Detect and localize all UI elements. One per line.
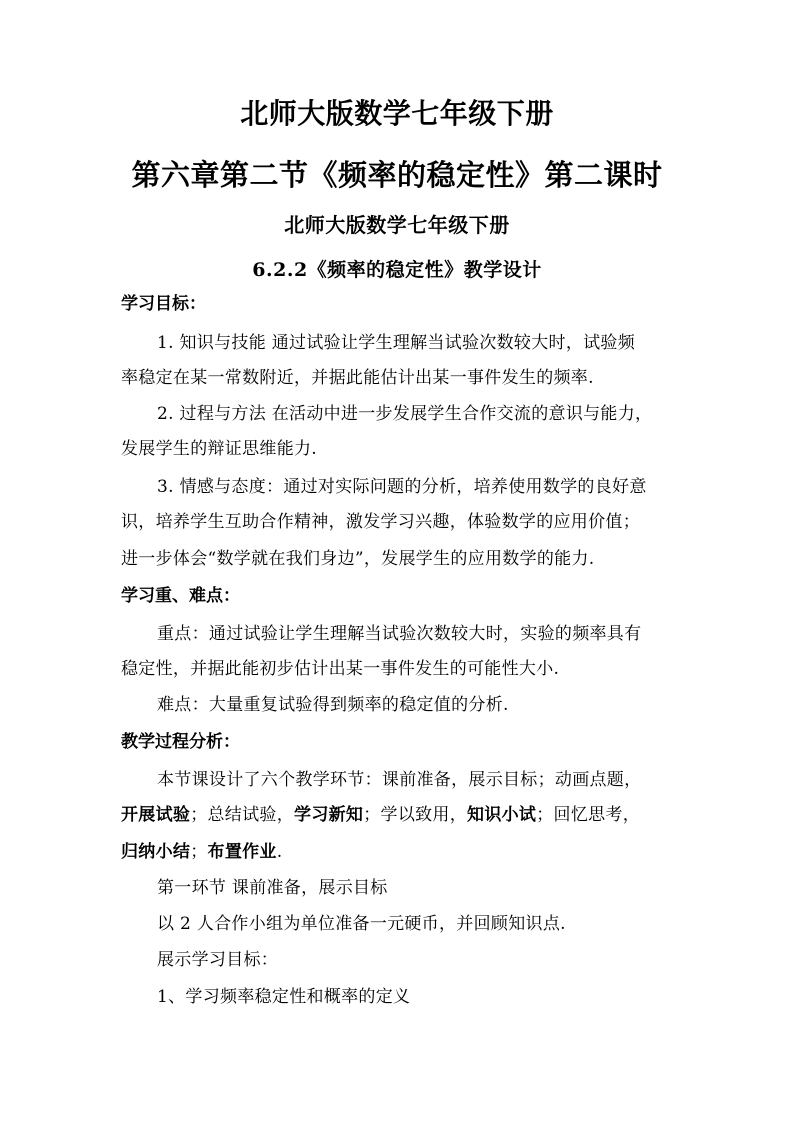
objective-3-line-3: 进一步体会“数学就在我们身边”，发展学生的应用数学的能力. (121, 549, 595, 569)
key-point-line-1: 重点：通过试验让学生理解当试验次数较大时，实验的频率具有 (157, 624, 642, 644)
process-line-1: 本节课设计了六个教学环节：课前准备，展示目标；动画点题， (157, 770, 642, 790)
objective-2-line-2: 发展学生的辩证思维能力. (121, 439, 318, 459)
process-text-2: ；学以致用， (363, 805, 468, 825)
process-text-1: ；总结试验， (190, 805, 295, 825)
stage-1-title: 第一环节 课前准备，展示目标 (157, 878, 388, 898)
lesson-title: 第六章第二节《频率的稳定性》第二课时 (131, 158, 663, 192)
objective-1-line-2: 率稳定在某一常数附近，并据此能估计出某一事件发生的频率. (121, 368, 594, 388)
difficulty-line: 难点：大量重复试验得到频率的稳定值的分析. (157, 695, 509, 715)
objectives-heading: 学习目标： (121, 294, 206, 314)
document-title: 北师大版数学七年级下册 (240, 97, 554, 130)
process-line-3 (121, 840, 282, 864)
process-bold-2: 学习新知 (294, 805, 364, 825)
objective-3-line-1: 3. 情感与态度：通过对实际问题的分析，培养使用数学的良好意 (157, 477, 647, 497)
key-point-line-2: 稳定性，并据此能初步估计出某一事件发生的可能性大小. (121, 659, 560, 679)
subtitle-grade: 北师大版数学七年级下册 (284, 213, 510, 237)
stage-1-text: 以 2 人合作小组为单位准备一元硬币，并回顾知识点. (157, 914, 566, 934)
objective-1-line-1: 1. 知识与技能 通过试验让学生理解当试验次数较大时，试验频 (157, 333, 636, 353)
key-points-heading: 学习重、难点： (121, 586, 240, 606)
process-text-5: . (276, 842, 283, 862)
process-heading: 教学过程分析： (121, 732, 240, 752)
show-goals-label: 展示学习目标： (157, 950, 279, 970)
process-bold-3: 知识小试 (467, 805, 537, 825)
process-bold-5: 布置作业 (207, 842, 277, 862)
process-text-4: ； (190, 842, 208, 862)
process-bold-1: 开展试验 (121, 805, 191, 825)
process-line-2 (121, 803, 640, 827)
objective-3-line-2: 识，培养学生互助合作精神，激发学习兴趣，体验数学的应用价值； (121, 512, 640, 532)
objective-2-line-1: 2. 过程与方法 在活动中进一步发展学生合作交流的意识与能力， (157, 404, 653, 424)
subtitle-design: 6.2.2《频率的稳定性》教学设计 (252, 259, 542, 281)
goal-1: 1、学习频率稳定性和概率的定义 (157, 987, 411, 1007)
process-text-3: ；回忆思考， (536, 805, 641, 825)
process-bold-4: 归纳小结 (121, 842, 191, 862)
